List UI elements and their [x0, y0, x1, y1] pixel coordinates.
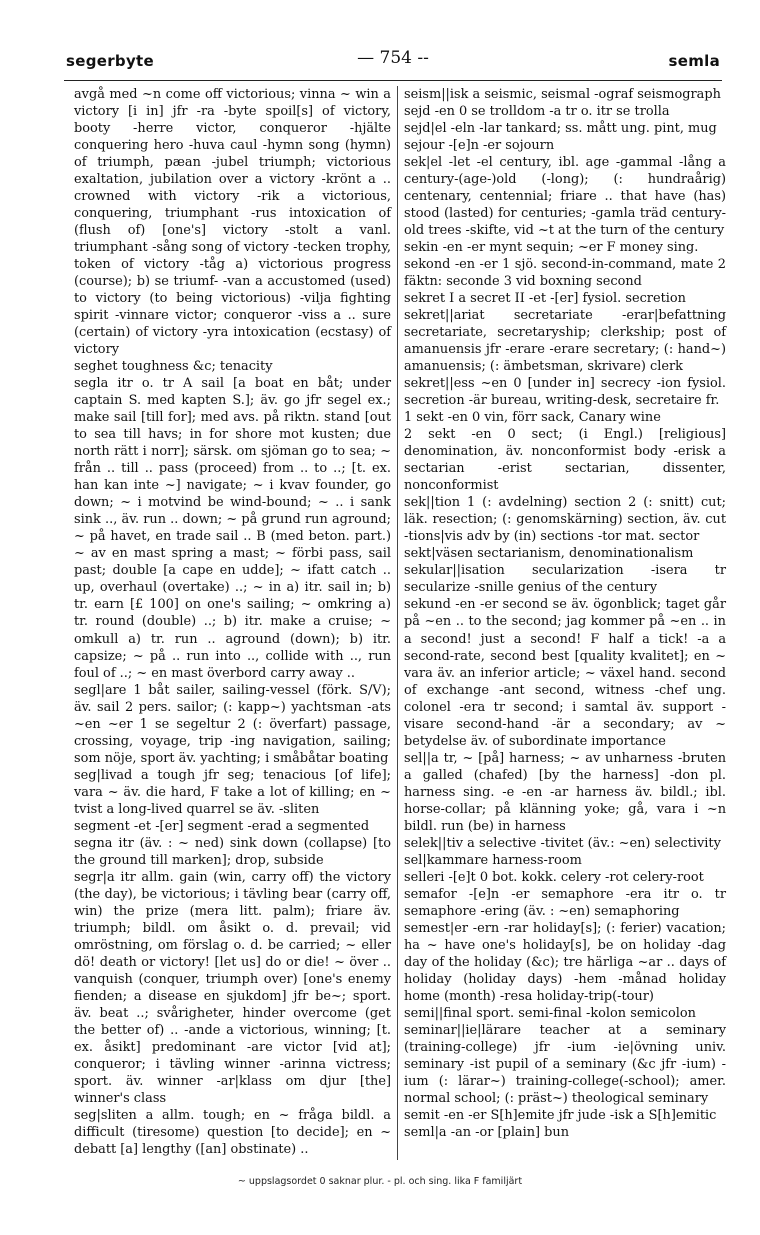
dictionary-entry: seg|livad a tough jfr seg; tenacious [of life]; vara ~ äv. die hard, F take a lot of killing; en ~ tvist a long-lived quarrel se äv. -sliten — [74, 767, 391, 817]
guide-word-right: semla — [668, 52, 720, 70]
page-number: — 754 -- — [357, 48, 429, 68]
dictionary-entry: sejour -[e]n -er sojourn — [404, 138, 555, 154]
guide-word-left: segerbyte — [66, 52, 154, 70]
dictionary-entry: sekret||ess ~en 0 [under in] secrecy -ion fysiol. secretion -är bureau, writing-desk, secretaire fr. — [404, 376, 726, 409]
dictionary-entry: sekular||isation secularization -isera tr secularize -snille genius of the century — [404, 563, 726, 596]
right-column — [404, 86, 726, 1141]
dictionary-entry: segr|a itr allm. gain (win, carry off) the victory (the day), be victorious; i tävling bear (carry off, win) the prize (mera litt. palm); friare äv. triumph; bildl. om åsikt o. d. prevail; vid omröstning, om förslag o. d. be carried; ~ eller dö! death or victory! [let us] do or die! ~ över .. vanquish (conquer, triumph over) [one's enemy fienden; a disease en sjukdom] jfr be~; sport. äv. beat ..; svårigheter, hinder overcome (get the better of) .. -ande a victorious, winning; [t. ex. åsikt] predominant -are victor [vid at]; conqueror; i tävling winner -arinna victress; sport. äv. winner -ar|klass om djur [the] winner's class — [74, 869, 391, 1106]
dictionary-entry: seg|sliten a allm. tough; en ~ fråga bildl. a difficult (tiresome) question [to decide]; en ~ debatt [a] lengthy ([an] obstinate) .. — [74, 1107, 391, 1157]
dictionary-entry: segl|are 1 båt sailer, sailing-vessel (förk. S/V); äv. sail 2 pers. sailor; (: kapp~) yachtsman -ats ~en ~er 1 se segeltur 2 (: överfart) passage, crossing, voyage, trip -ing navigation, sailing; som nöje, sport äv. yachting; i småbåtar boating — [74, 682, 391, 766]
dictionary-entry: 1 sekt -en 0 vin, förr sack, Canary wine — [404, 410, 661, 426]
dictionary-entry: seml|a -an -or [plain] bun — [404, 1124, 570, 1140]
dictionary-entry: selek||tiv a selective -tivitet (äv.: ~en) selectivity — [404, 835, 721, 851]
dictionary-entry: sel|kammare harness-room — [404, 852, 582, 868]
dictionary-entry: sekin -en -er mynt sequin; ~er F money sing. — [404, 240, 699, 256]
dictionary-entry: semest|er -ern -rar holiday[s]; (: ferier) vacation; ha ~ have one's holiday[s], be on holiday -dag day of the holiday (&c); tre härliga ~ar .. days of holiday (holiday days) -hem -månad holiday home (month) -resa holiday-trip(-tour) — [404, 920, 726, 1004]
dictionary-entry: seminar||ie|lärare teacher at a seminary (training-college) jfr -ium -ie|övning univ. seminary -ist pupil of a seminary (&c jfr -ium) -ium (: lärar~) training-college(-school); amer. normal school; (: präst~) theological seminary — [404, 1022, 726, 1106]
dictionary-entry: segment -et -[er] segment -erad a segmented — [74, 818, 370, 834]
dictionary-entry: segla itr o. tr A sail [a boat en båt; under captain S. med kapten S.]; äv. go jfr segel ex.; make sail [till for]; med avs. på riktn. stand [out to sea till havs; in for shore mot kusten; due north rätt i norr]; särsk. om sjöman go to sea; ~ från .. till .. pass (proceed) from .. to ..; [t. ex. han kan inte ~] navigate; ~ i kvav founder, go down; ~ i motvind be wind-bound; ~ .. i sank sink .., äv. run .. down; ~ på grund run aground; ~ på havet, en trade sail .. B (med beton. part.) ~ av en mast spring a mast; ~ förbi pass, sail past; double [a cape en udde]; ~ ifatt catch .. up, overhaul (overtake) ..; ~ in a) itr. sail in; b) tr. earn [£ 100] on one's sailing; ~ omkring a) tr. round (double) ..; b) itr. make a cruise; ~ omkull a) tr. run .. aground (down); b) itr. capsize; ~ på .. run into .., collide with .., run foul of ..; ~ en mast överbord carry away .. — [74, 376, 391, 681]
dictionary-entry: sekret||ariat secretariate -erar|befattning secretariate, secretaryship; clerkship; post of amanuensis jfr -erare -erare secretary; (: hand~) amanuensis; (: ämbetsman, skrivare) clerk — [404, 308, 726, 375]
dictionary-entry: seghet toughness &c; tenacity — [74, 359, 273, 375]
dictionary-entry: sekond -en -er 1 sjö. second-in-command, mate 2 fäktn: seconde 3 vid boxning second — [404, 257, 726, 290]
dictionary-entry: segna itr (äv. : ~ ned) sink down (collapse) [to the ground till marken]; drop, subside — [74, 835, 391, 868]
dictionary-entry: semit -en -er S[h]emite jfr jude -isk a S[h]emitic — [404, 1107, 717, 1123]
dictionary-entry: sekret I a secret II -et -[er] fysiol. secretion — [404, 291, 686, 307]
page-header — [66, 48, 720, 74]
dictionary-entry: sel||a tr, ~ [på] harness; ~ av unharness -bruten a galled (chafed) [by the harness] -don pl. harness sing. -e -en -ar harness äv. bildl.; ibl. horse-collar; på klänning yoke; gå, vara i ~n bildl. run (be) in harness — [404, 750, 726, 834]
dictionary-entry: sejd -en 0 se trolldom -a tr o. itr se trolla — [404, 104, 670, 120]
dictionary-entry: seism||isk a seismic, seismal -ograf seismograph — [404, 87, 721, 102]
dictionary-entry: sekund -en -er second se äv. ögonblick; taget går på ~en .. to the second; jag kommer på ~en .. in a second! just a second! F half a tick! -a a second-rate, second best [quality kvalitet]; en ~ vara äv. an inferior article; ~ växel hand. second of exchange -ant second, witness -chef ung. colonel -era tr second; i samtal äv. support -visare second-hand -är a secondary; av ~ betydelse äv. of subordinate importance — [404, 597, 726, 749]
dictionary-entry: sekt|väsen sectarianism, denominationalism — [404, 546, 694, 562]
dictionary-entry: sek|el -let -el century, ibl. age -gammal -lång a century-(age-)old (-long); (: hundraårig) centenary, centennial; friare .. that have (has) stood (lasted) for centuries; -gamla träd century-old trees -skifte, vid ~t at the turn of the century — [404, 155, 726, 239]
abbreviation-key-footer: ~ uppslagsordet 0 saknar plur. - pl. och sing. lika F familjärt — [237, 1176, 523, 1187]
dictionary-entry: sek||tion 1 (: avdelning) section 2 (: snitt) cut; läk. resection; (: genomskärning) section, äv. cut -tions|vis adv by (in) sections -tor mat. sector — [404, 495, 726, 545]
dictionary-entry: selleri -[e]t 0 bot. kokk. celery -rot celery-root — [404, 869, 704, 885]
left-column — [74, 86, 391, 1158]
dictionary-entry: sejd|el -eln -lar tankard; ss. mått ung. pint, mug — [404, 121, 717, 137]
column-divider — [397, 86, 398, 1160]
header-rule — [64, 80, 722, 81]
dictionary-entry: 2 sekt -en 0 sect; (i Engl.) [religious] denomination, äv. nonconformist body -erisk a sectarian -erist sectarian, dissenter, nonconformist — [404, 427, 726, 494]
dictionary-entry: avgå med ~n come off victorious; vinna ~ win a victory [i in] jfr -ra -byte spoil[s] of victory, booty -herre victor, conqueror -hjälte conquering hero -huva caul -hymn song (hymn) of triumph, pæan -jubel triumph; victorious exaltation, jubilation over a victory -krönt a .. crowned with victory -rik a victorious, conquering, triumphant -rus intoxication of (flush of) [one's] victory -stolt a vanl. triumphant -sång song of victory -tecken trophy, token of victory -tåg a) victorious progress (course); b) se triumf- -van a accustomed (used) to victory (to being victorious) -vilja fighting spirit -vinnare victor; conqueror -viss a .. sure (certain) of victory -yra intoxication (ecstasy) of victory — [74, 87, 391, 358]
dictionary-entry: semafor -[e]n -er semaphore -era itr o. tr semaphore -ering (äv. : ~en) semaphoring — [404, 886, 726, 919]
dictionary-entry: semi||final sport. semi-final -kolon semicolon — [404, 1005, 696, 1021]
